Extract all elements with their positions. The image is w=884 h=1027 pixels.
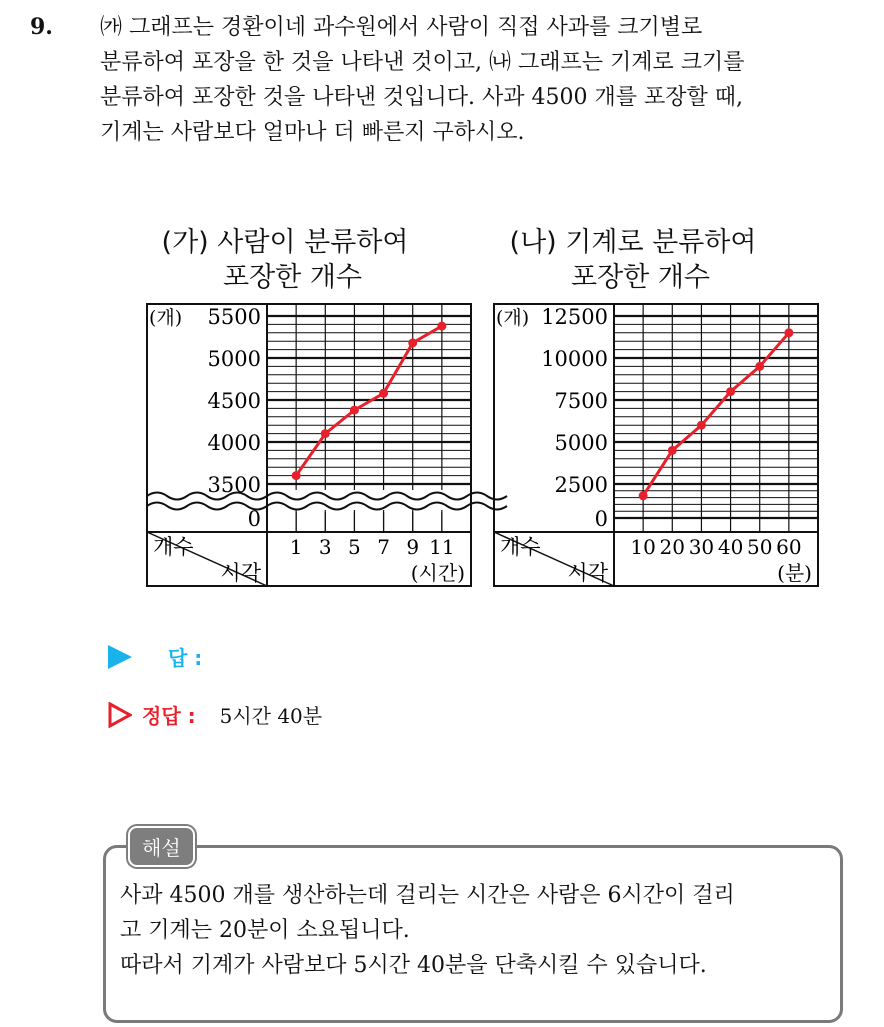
chartA-x-tick-label: 11 — [429, 535, 455, 559]
chartB-corner-top: 개수 — [500, 535, 541, 559]
chartB-corner-bottom: 시각 — [567, 561, 608, 585]
correct-answer-row — [108, 700, 322, 729]
question-number: 9. — [30, 14, 53, 40]
explanation-line: 따라서 기계가 사람보다 5시간 40분을 단축시킬 수 있습니다. — [120, 953, 707, 978]
correct-answer-label: 정답 : — [142, 704, 196, 728]
chart-a-title-line2: 포장한 개수 — [223, 262, 362, 293]
question-line: 분류하여 포장을 한 것을 나타낸 것이고, ㈏ 그래프는 기계로 크기를 — [100, 50, 745, 75]
chart-b-title-line2: 포장한 개수 — [571, 262, 710, 293]
chartB-y-tick-label: 12500 — [541, 305, 608, 329]
chartA-corner-top: 개수 — [153, 535, 194, 559]
explanation-line: 고 기계는 20분이 소요됩니다. — [120, 918, 410, 943]
chartA-y-tick-label: 0 — [247, 507, 261, 531]
chartB-x-tick-label: 60 — [776, 535, 802, 559]
chartB-data-point — [784, 328, 793, 337]
chartB-y-tick-label: 2500 — [554, 473, 608, 497]
chartA-y-tick-label: 4500 — [207, 389, 261, 413]
correct-answer-value: 5시간 40분 — [219, 704, 323, 728]
chartB-x-tick-label: 30 — [688, 535, 715, 559]
chartB-data-point — [697, 421, 706, 430]
chartB-y-tick-label: 0 — [594, 507, 608, 531]
chartA-y-tick-label: 3500 — [207, 473, 261, 497]
play-triangle-icon — [108, 645, 132, 669]
outline-triangle-icon — [108, 702, 132, 728]
chart-a-title-line1: (가) 사람이 분류하여 — [161, 227, 409, 258]
answer-row — [108, 642, 202, 671]
chartA-y-unit: (개) — [149, 307, 183, 329]
chartA-x-tick-label: 1 — [289, 535, 303, 559]
chartB-y-unit: (개) — [496, 307, 530, 329]
explanation-tag: 해설 — [128, 826, 195, 867]
chart-b-title-line1: (나) 기계로 분류하여 — [509, 227, 757, 258]
chartA-x-tick-label: 5 — [348, 535, 361, 559]
chartA-x-tick-label: 9 — [406, 535, 420, 559]
chartB-data-point — [755, 362, 764, 371]
chartB-y-tick-label: 10000 — [541, 347, 608, 371]
chartB-x-unit: (분) — [777, 561, 812, 585]
explanation-line: 사과 4500 개를 생산하는데 걸리는 시간은 사람은 6시간이 걸리 — [120, 883, 735, 908]
chartA-x-tick-label: 7 — [377, 535, 390, 559]
chartA-corner-bottom: 시각 — [220, 561, 261, 585]
chartB-data-point — [639, 491, 648, 500]
chartB-x-tick-label: 10 — [630, 535, 656, 559]
question-line: 분류하여 포장한 것을 나타낸 것입니다. 사과 4500 개를 포장할 때, — [100, 85, 743, 110]
explanation-text — [120, 878, 735, 983]
chartA-y-tick-label: 4000 — [207, 431, 261, 455]
chartA-y-tick-label: 5500 — [207, 305, 261, 329]
answer-label: 답 : — [168, 646, 203, 670]
chartB-y-tick-label: 5000 — [554, 431, 608, 455]
chartB-x-tick-label: 40 — [717, 535, 744, 559]
chartB-x-tick-label: 50 — [746, 535, 773, 559]
chartB-y-tick-label: 7500 — [554, 389, 608, 413]
chartA-x-tick-label: 3 — [318, 535, 332, 559]
chartB-data-point — [668, 446, 677, 455]
chartA-y-tick-label: 5000 — [207, 347, 261, 371]
chartA-x-unit: (시간) — [410, 561, 465, 585]
question-line: 기계는 사람보다 얼마나 더 빠른지 구하시오. — [100, 120, 525, 145]
question-line: ㈎ 그래프는 경환이네 과수원에서 사람이 직접 사과를 크기별로 — [100, 15, 703, 40]
chartB-data-point — [726, 387, 735, 396]
chartB-x-tick-label: 20 — [659, 535, 686, 559]
